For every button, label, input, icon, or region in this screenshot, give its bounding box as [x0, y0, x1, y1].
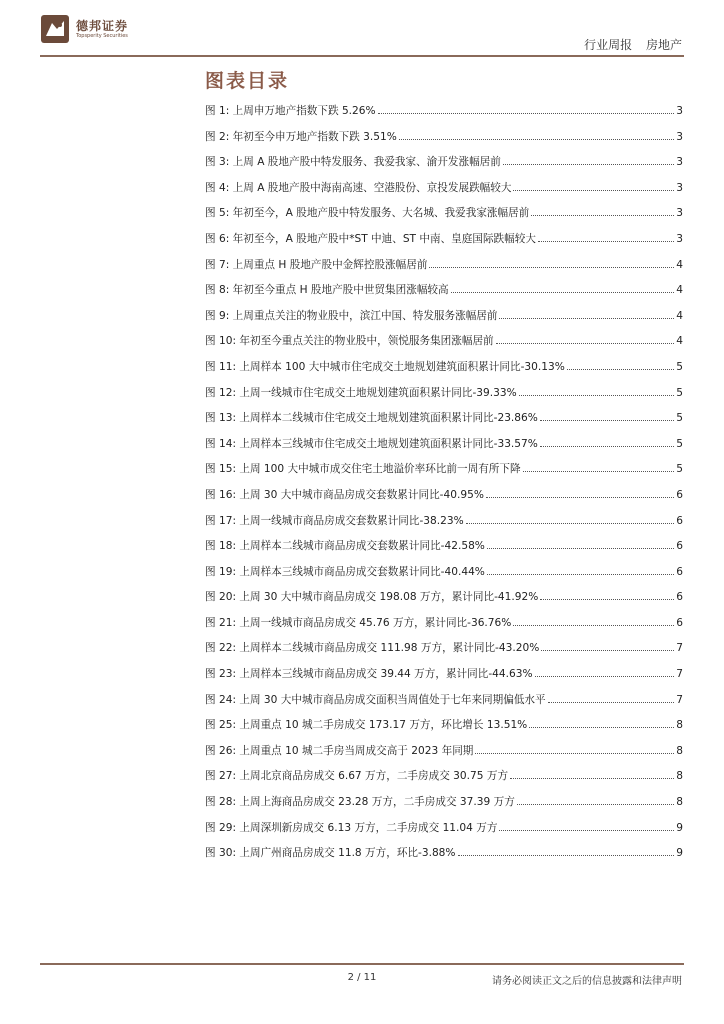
toc-dot-leader	[378, 113, 675, 114]
toc-entry-page[interactable]: 7	[676, 642, 683, 655]
toc-entry-page[interactable]: 8	[676, 796, 683, 809]
toc-entry-page[interactable]: 9	[676, 847, 683, 860]
toc-entry-page[interactable]: 8	[676, 744, 683, 757]
toc-dot-leader	[475, 753, 674, 754]
toc-entry-page[interactable]: 4	[676, 309, 683, 322]
toc-entry-label[interactable]: 图 24: 上周 30 大中城市商品房成交面积当周值处于七年来同期偏低水平	[205, 693, 546, 706]
toc-dot-leader	[567, 369, 674, 370]
toc-dot-leader	[496, 343, 675, 344]
company-logo	[40, 14, 128, 44]
toc-entry[interactable]	[205, 564, 683, 590]
toc-entry[interactable]	[205, 385, 683, 411]
toc-dot-leader	[541, 650, 674, 651]
toc-dot-leader	[486, 497, 674, 498]
toc-entry[interactable]	[205, 359, 683, 385]
toc-entry[interactable]	[205, 333, 683, 359]
toc-dot-leader	[503, 164, 674, 165]
toc-entry[interactable]	[205, 461, 683, 487]
toc-entry-page[interactable]: 6	[676, 616, 683, 629]
toc-dot-leader	[487, 574, 674, 575]
toc-entry-label[interactable]: 图 6: 年初至今，A 股地产股中*ST 中迪、ST 中南、皇庭国际跌幅较大	[205, 232, 536, 245]
report-type: 行业周报	[584, 38, 633, 52]
toc-entry-label[interactable]: 图 20: 上周 30 大中城市商品房成交 198.08 万方，累计同比-41.92%	[205, 591, 539, 604]
toc-entry[interactable]	[205, 154, 683, 180]
toc-dot-leader	[538, 241, 674, 242]
toc-entry[interactable]	[205, 615, 683, 641]
footer-divider	[40, 963, 684, 965]
toc-entry[interactable]	[205, 513, 683, 539]
toc-entry-label[interactable]: 图 19: 上周样本三线城市商品房成交套数累计同比-40.44%	[205, 565, 485, 578]
toc-entry[interactable]	[205, 129, 683, 155]
toc-entry-label[interactable]: 图 3: 上周 A 股地产股中特发服务、我爱我家、渝开发涨幅居前	[205, 156, 501, 169]
toc-entry-page[interactable]: 6	[676, 591, 683, 604]
logo-icon	[40, 14, 70, 44]
toc-entry[interactable]	[205, 282, 683, 308]
disclaimer-note: 请务必阅读正文之后的信息披露和法律声明	[492, 976, 682, 987]
toc-entry-label[interactable]: 图 21: 上周一线城市商品房成交 45.76 万方，累计同比-36.76%	[205, 616, 512, 629]
toc-dot-leader	[513, 625, 674, 626]
toc-dot-leader	[540, 420, 674, 421]
toc-dot-leader	[458, 855, 675, 856]
toc-entry[interactable]	[205, 743, 683, 769]
toc-entry[interactable]	[205, 487, 683, 513]
toc-entry[interactable]	[205, 103, 683, 129]
toc-entry[interactable]	[205, 308, 683, 334]
toc-entry-page[interactable]: 5	[676, 412, 683, 425]
toc-entry-label[interactable]: 图 25: 上周重点 10 城二手房成交 173.17 万方，环比增长 13.51%	[205, 719, 528, 732]
toc-dot-leader	[513, 190, 674, 191]
toc-dot-leader	[523, 471, 675, 472]
toc-entry-page[interactable]: 6	[676, 565, 683, 578]
toc-dot-leader	[540, 446, 674, 447]
toc-entry-page[interactable]: 7	[676, 693, 683, 706]
toc-dot-leader	[466, 523, 675, 524]
toc-entry[interactable]	[205, 589, 683, 615]
toc-entry-page[interactable]: 5	[676, 437, 683, 450]
toc-entry-label[interactable]: 图 15: 上周 100 大中城市成交住宅土地溢价率环比前一周有所下降	[205, 463, 521, 476]
toc-entry[interactable]	[205, 410, 683, 436]
toc-entry-label[interactable]: 图 27: 上周北京商品房成交 6.67 万方，二手房成交 30.75 万方	[205, 770, 509, 783]
toc-entry-page[interactable]: 6	[676, 540, 683, 553]
toc-entry-label[interactable]: 图 1: 上周申万地产指数下跌 5.26%	[205, 105, 376, 117]
page-number: 2 / 11	[347, 972, 377, 983]
toc-entry[interactable]	[205, 820, 683, 846]
toc-dot-leader	[519, 395, 675, 396]
toc-dot-leader	[531, 215, 674, 216]
toc-entry-label[interactable]: 图 8: 年初至今重点 H 股地产股中世贸集团涨幅较高	[205, 284, 449, 297]
toc-entry-label[interactable]: 图 30: 上周广州商品房成交 11.8 万方，环比-3.88%	[205, 847, 456, 860]
report-sector: 房地产	[645, 38, 682, 52]
toc-dot-leader	[517, 804, 674, 805]
toc-entry-label[interactable]: 图 12: 上周一线城市住宅成交土地规划建筑面积累计同比-39.33%	[205, 386, 517, 399]
toc-dot-leader	[529, 727, 674, 728]
logo-chinese-name: 德邦证券	[76, 18, 129, 33]
toc-entry[interactable]	[205, 768, 683, 794]
logo-english-name: Topsperity Securities	[76, 32, 128, 39]
toc-entry-label[interactable]: 图 16: 上周 30 大中城市商品房成交套数累计同比-40.95%	[205, 488, 484, 501]
toc-entry-page[interactable]: 3	[676, 105, 683, 117]
toc-entry-label[interactable]: 图 26: 上周重点 10 城二手房当周成交高于 2023 年同期	[205, 744, 474, 757]
toc-entry[interactable]	[205, 257, 683, 283]
toc-entry[interactable]	[205, 180, 683, 206]
toc-dot-leader	[499, 318, 674, 319]
toc-entry-page[interactable]: 4	[676, 335, 683, 348]
toc-entry-label[interactable]: 图 4: 上周 A 股地产股中海南高速、空港股份、京投发展跌幅较大	[205, 181, 512, 194]
toc-entry-label[interactable]: 图 5: 年初至今，A 股地产股中特发服务、大名城、我爱我家涨幅居前	[205, 207, 530, 220]
toc-dot-leader	[399, 139, 674, 140]
toc-entry-page[interactable]: 3	[676, 232, 683, 245]
toc-entry-page[interactable]: 9	[676, 821, 683, 834]
toc-entry[interactable]	[205, 231, 683, 257]
toc-entry-label[interactable]: 图 10: 年初至今重点关注的物业股中，领悦服务集团涨幅居前	[205, 335, 494, 348]
toc-entry-page[interactable]: 7	[676, 668, 683, 681]
toc-entry-page[interactable]: 6	[676, 488, 683, 501]
toc-dot-leader	[540, 599, 674, 600]
toc-entry-page[interactable]: 3	[676, 181, 683, 194]
toc-entry[interactable]	[205, 666, 683, 692]
toc-entry[interactable]	[205, 538, 683, 564]
toc-entry-label[interactable]: 图 17: 上周一线城市商品房成交套数累计同比-38.23%	[205, 514, 464, 527]
toc-dot-leader	[548, 702, 675, 703]
toc-entry[interactable]	[205, 640, 683, 666]
toc-entry-page[interactable]: 5	[676, 386, 683, 399]
toc-entry-label[interactable]: 图 9: 上周重点关注的物业股中，滨江中国、特发服务涨幅居前	[205, 309, 498, 322]
toc-dot-leader	[451, 292, 675, 293]
toc-entry-page[interactable]: 5	[676, 360, 683, 373]
toc-dot-leader	[429, 267, 674, 268]
report-header	[584, 36, 682, 53]
toc-entry-label[interactable]: 图 23: 上周样本三线城市商品房成交 39.44 万方，累计同比-44.63%	[205, 668, 533, 681]
toc-entry[interactable]	[205, 205, 683, 231]
toc-dot-leader	[499, 830, 674, 831]
toc-entry-label[interactable]: 图 29: 上周深圳新房成交 6.13 万方，二手房成交 11.04 万方	[205, 821, 498, 834]
toc-entry-page[interactable]: 3	[676, 130, 683, 143]
toc-entry-page[interactable]: 3	[676, 207, 683, 220]
toc-entry[interactable]	[205, 794, 683, 820]
toc-dot-leader	[510, 778, 674, 779]
toc-entry-label[interactable]: 图 7: 上周重点 H 股地产股中金辉控股涨幅居前	[205, 258, 428, 271]
toc-entry-label[interactable]: 图 28: 上周上海商品房成交 23.28 万方，二手房成交 37.39 万方	[205, 796, 515, 809]
toc-entry-label[interactable]: 图 11: 上周样本 100 大中城市住宅成交土地规划建筑面积累计同比-30.13%	[205, 360, 565, 373]
toc-entry-page[interactable]: 4	[676, 284, 683, 297]
toc-entry-page[interactable]: 3	[676, 156, 683, 169]
figure-list	[205, 103, 683, 871]
toc-entry-page[interactable]: 4	[676, 258, 683, 271]
toc-dot-leader	[535, 676, 675, 677]
toc-entry-label[interactable]: 图 2: 年初至今申万地产指数下跌 3.51%	[205, 130, 397, 143]
header-divider	[40, 55, 684, 57]
toc-entry[interactable]	[205, 692, 683, 718]
toc-entry-label[interactable]: 图 13: 上周样本二线城市住宅成交土地规划建筑面积累计同比-23.86%	[205, 412, 538, 425]
toc-entry-page[interactable]: 8	[676, 719, 683, 732]
toc-entry-label[interactable]: 图 22: 上周样本二线城市商品房成交 111.98 万方，累计同比-43.20%	[205, 642, 540, 655]
toc-entry-page[interactable]: 6	[676, 514, 683, 527]
page-title: 图表目录	[205, 70, 290, 92]
toc-entry[interactable]	[205, 717, 683, 743]
toc-entry-page[interactable]: 5	[676, 463, 683, 476]
toc-entry-label[interactable]: 图 14: 上周样本三线城市住宅成交土地规划建筑面积累计同比-33.57%	[205, 437, 538, 450]
toc-entry[interactable]	[205, 436, 683, 462]
toc-dot-leader	[487, 548, 674, 549]
toc-entry-label[interactable]: 图 18: 上周样本二线城市商品房成交套数累计同比-42.58%	[205, 540, 485, 553]
toc-entry-page[interactable]: 8	[676, 770, 683, 783]
toc-entry[interactable]	[205, 845, 683, 871]
